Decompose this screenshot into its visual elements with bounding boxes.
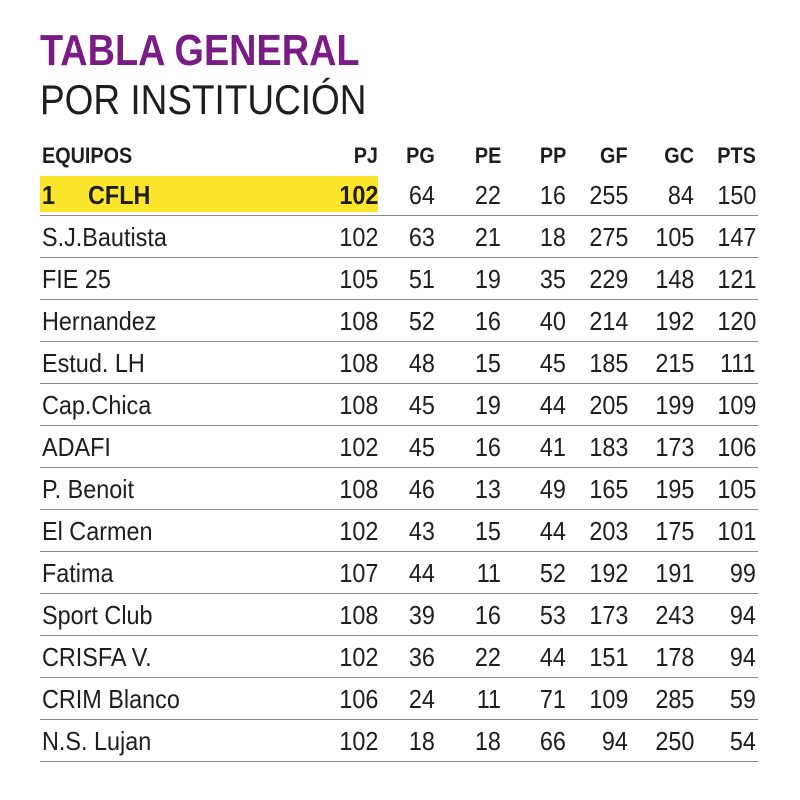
header-pj: PJ: [353, 143, 378, 168]
cell-pts: 101: [716, 516, 756, 546]
cell-pp: 35: [539, 264, 566, 294]
leader-gc: 84: [667, 180, 694, 210]
header-gf: GF: [600, 143, 628, 168]
cell-pts: 54: [729, 726, 756, 756]
cell-gc: 195: [654, 474, 694, 504]
table-row: [40, 300, 758, 342]
cell-gc: 173: [654, 432, 694, 462]
cell-pj: 108: [338, 600, 378, 630]
cell-gc: 105: [654, 222, 694, 252]
cell-pts: 105: [716, 474, 756, 504]
cell-pe: 13: [474, 474, 501, 504]
header-gc: GC: [664, 143, 694, 168]
cell-pts: 94: [729, 600, 756, 630]
cell-pp: 41: [539, 432, 566, 462]
cell-pj: 105: [338, 264, 378, 294]
leader-pe: 22: [474, 180, 501, 210]
leader-pts: 150: [716, 180, 756, 210]
cell-pe: 16: [474, 306, 501, 336]
cell-pg: 63: [408, 222, 435, 252]
cell-pe: 21: [474, 222, 501, 252]
team-name: El Carmen: [42, 516, 153, 546]
header-pg: PG: [406, 143, 435, 168]
leader-pg: 64: [408, 180, 435, 210]
cell-pts: 99: [729, 558, 756, 588]
cell-pp: 71: [539, 684, 566, 714]
cell-gc: 285: [654, 684, 694, 714]
cell-pts: 109: [716, 390, 756, 420]
cell-gf: 173: [588, 600, 628, 630]
cell-pe: 16: [474, 600, 501, 630]
table-row: [40, 678, 758, 720]
cell-gf: 183: [588, 432, 628, 462]
cell-pts: 120: [716, 306, 756, 336]
cell-gf: 151: [588, 642, 628, 672]
cell-gc: 192: [654, 306, 694, 336]
cell-gc: 178: [654, 642, 694, 672]
team-name: S.J.Bautista: [42, 222, 167, 252]
cell-pe: 15: [474, 516, 501, 546]
cell-gf: 165: [588, 474, 628, 504]
cell-pg: 52: [408, 306, 435, 336]
cell-pg: 44: [408, 558, 435, 588]
cell-pp: 44: [539, 390, 566, 420]
table-row: [40, 720, 758, 762]
cell-pe: 16: [474, 432, 501, 462]
team-name: ADAFI: [42, 432, 111, 462]
table-row: [40, 216, 758, 258]
cell-pg: 36: [408, 642, 435, 672]
cell-gf: 214: [588, 306, 628, 336]
cell-gf: 205: [588, 390, 628, 420]
cell-pg: 43: [408, 516, 435, 546]
cell-pg: 48: [408, 348, 435, 378]
team-name: Fatima: [42, 558, 114, 588]
team-rows: [40, 216, 758, 762]
table-subtitle: POR INSTITUCIÓN: [40, 76, 367, 123]
cell-pts: 59: [729, 684, 756, 714]
header-pe: PE: [474, 143, 501, 168]
team-name: Sport Club: [42, 600, 153, 630]
cell-gc: 199: [654, 390, 694, 420]
cell-gf: 229: [588, 264, 628, 294]
team-name: Hernandez: [42, 306, 157, 336]
table-row: [40, 636, 758, 678]
table-row: [40, 384, 758, 426]
cell-gf: 275: [588, 222, 628, 252]
team-name: FIE 25: [42, 264, 111, 294]
team-name: CRIM Blanco: [42, 684, 180, 714]
cell-pg: 39: [408, 600, 435, 630]
cell-pp: 45: [539, 348, 566, 378]
team-name: N.S. Lujan: [42, 726, 152, 756]
cell-pg: 45: [408, 390, 435, 420]
cell-pp: 53: [539, 600, 566, 630]
cell-gc: 191: [654, 558, 694, 588]
cell-pj: 108: [338, 348, 378, 378]
table-row: [40, 258, 758, 300]
cell-gc: 250: [654, 726, 694, 756]
cell-gf: 94: [601, 726, 628, 756]
cell-pp: 66: [539, 726, 566, 756]
cell-pj: 102: [338, 222, 378, 252]
cell-pts: 147: [716, 222, 756, 252]
table-header-row: [40, 138, 758, 174]
cell-pp: 52: [539, 558, 566, 588]
cell-pe: 15: [474, 348, 501, 378]
header-equipos: EQUIPOS: [42, 143, 133, 168]
cell-pg: 46: [408, 474, 435, 504]
team-name: Cap.Chica: [42, 390, 152, 420]
cell-gc: 243: [654, 600, 694, 630]
table-title: TABLA GENERAL: [40, 26, 360, 75]
cell-pg: 18: [408, 726, 435, 756]
cell-pj: 106: [338, 684, 378, 714]
team-name: Estud. LH: [42, 348, 145, 378]
cell-pe: 11: [476, 684, 501, 714]
cell-pts: 121: [716, 264, 756, 294]
cell-pp: 18: [539, 222, 566, 252]
table-row: [40, 510, 758, 552]
header-pts: PTS: [717, 143, 756, 168]
cell-gf: 203: [588, 516, 628, 546]
cell-pj: 108: [338, 306, 378, 336]
cell-pe: 19: [474, 390, 501, 420]
cell-gc: 175: [654, 516, 694, 546]
cell-gc: 215: [654, 348, 694, 378]
cell-gf: 192: [588, 558, 628, 588]
leader-pp: 16: [539, 180, 566, 210]
table-row: [40, 594, 758, 636]
team-name: P. Benoit: [42, 474, 134, 504]
cell-pj: 102: [338, 432, 378, 462]
cell-pj: 108: [338, 390, 378, 420]
cell-pp: 49: [539, 474, 566, 504]
cell-pp: 40: [539, 306, 566, 336]
cell-pe: 18: [474, 726, 501, 756]
cell-pts: 111: [720, 348, 756, 378]
cell-gf: 109: [588, 684, 628, 714]
cell-pp: 44: [539, 516, 566, 546]
cell-pj: 108: [338, 474, 378, 504]
team-name: CRISFA V.: [42, 642, 152, 672]
table-row: [40, 426, 758, 468]
cell-pts: 94: [729, 642, 756, 672]
table-row: [40, 468, 758, 510]
cell-pj: 107: [338, 558, 378, 588]
cell-pp: 44: [539, 642, 566, 672]
cell-gc: 148: [654, 264, 694, 294]
leader-gf: 255: [588, 180, 628, 210]
header-pp: PP: [539, 143, 566, 168]
cell-pg: 51: [408, 264, 435, 294]
cell-pts: 106: [716, 432, 756, 462]
standings-table: [40, 138, 758, 762]
cell-pe: 19: [474, 264, 501, 294]
leader-rank: 1: [42, 180, 56, 210]
cell-pg: 24: [408, 684, 435, 714]
leader-row: [40, 174, 758, 216]
leader-team: CFLH: [88, 180, 151, 210]
cell-pg: 45: [408, 432, 435, 462]
cell-pj: 102: [338, 642, 378, 672]
leader-pj: 102: [338, 180, 378, 210]
table-row: [40, 552, 758, 594]
cell-pe: 11: [476, 558, 501, 588]
cell-gf: 185: [588, 348, 628, 378]
table-row: [40, 342, 758, 384]
cell-pj: 102: [338, 726, 378, 756]
cell-pj: 102: [338, 516, 378, 546]
cell-pe: 22: [474, 642, 501, 672]
